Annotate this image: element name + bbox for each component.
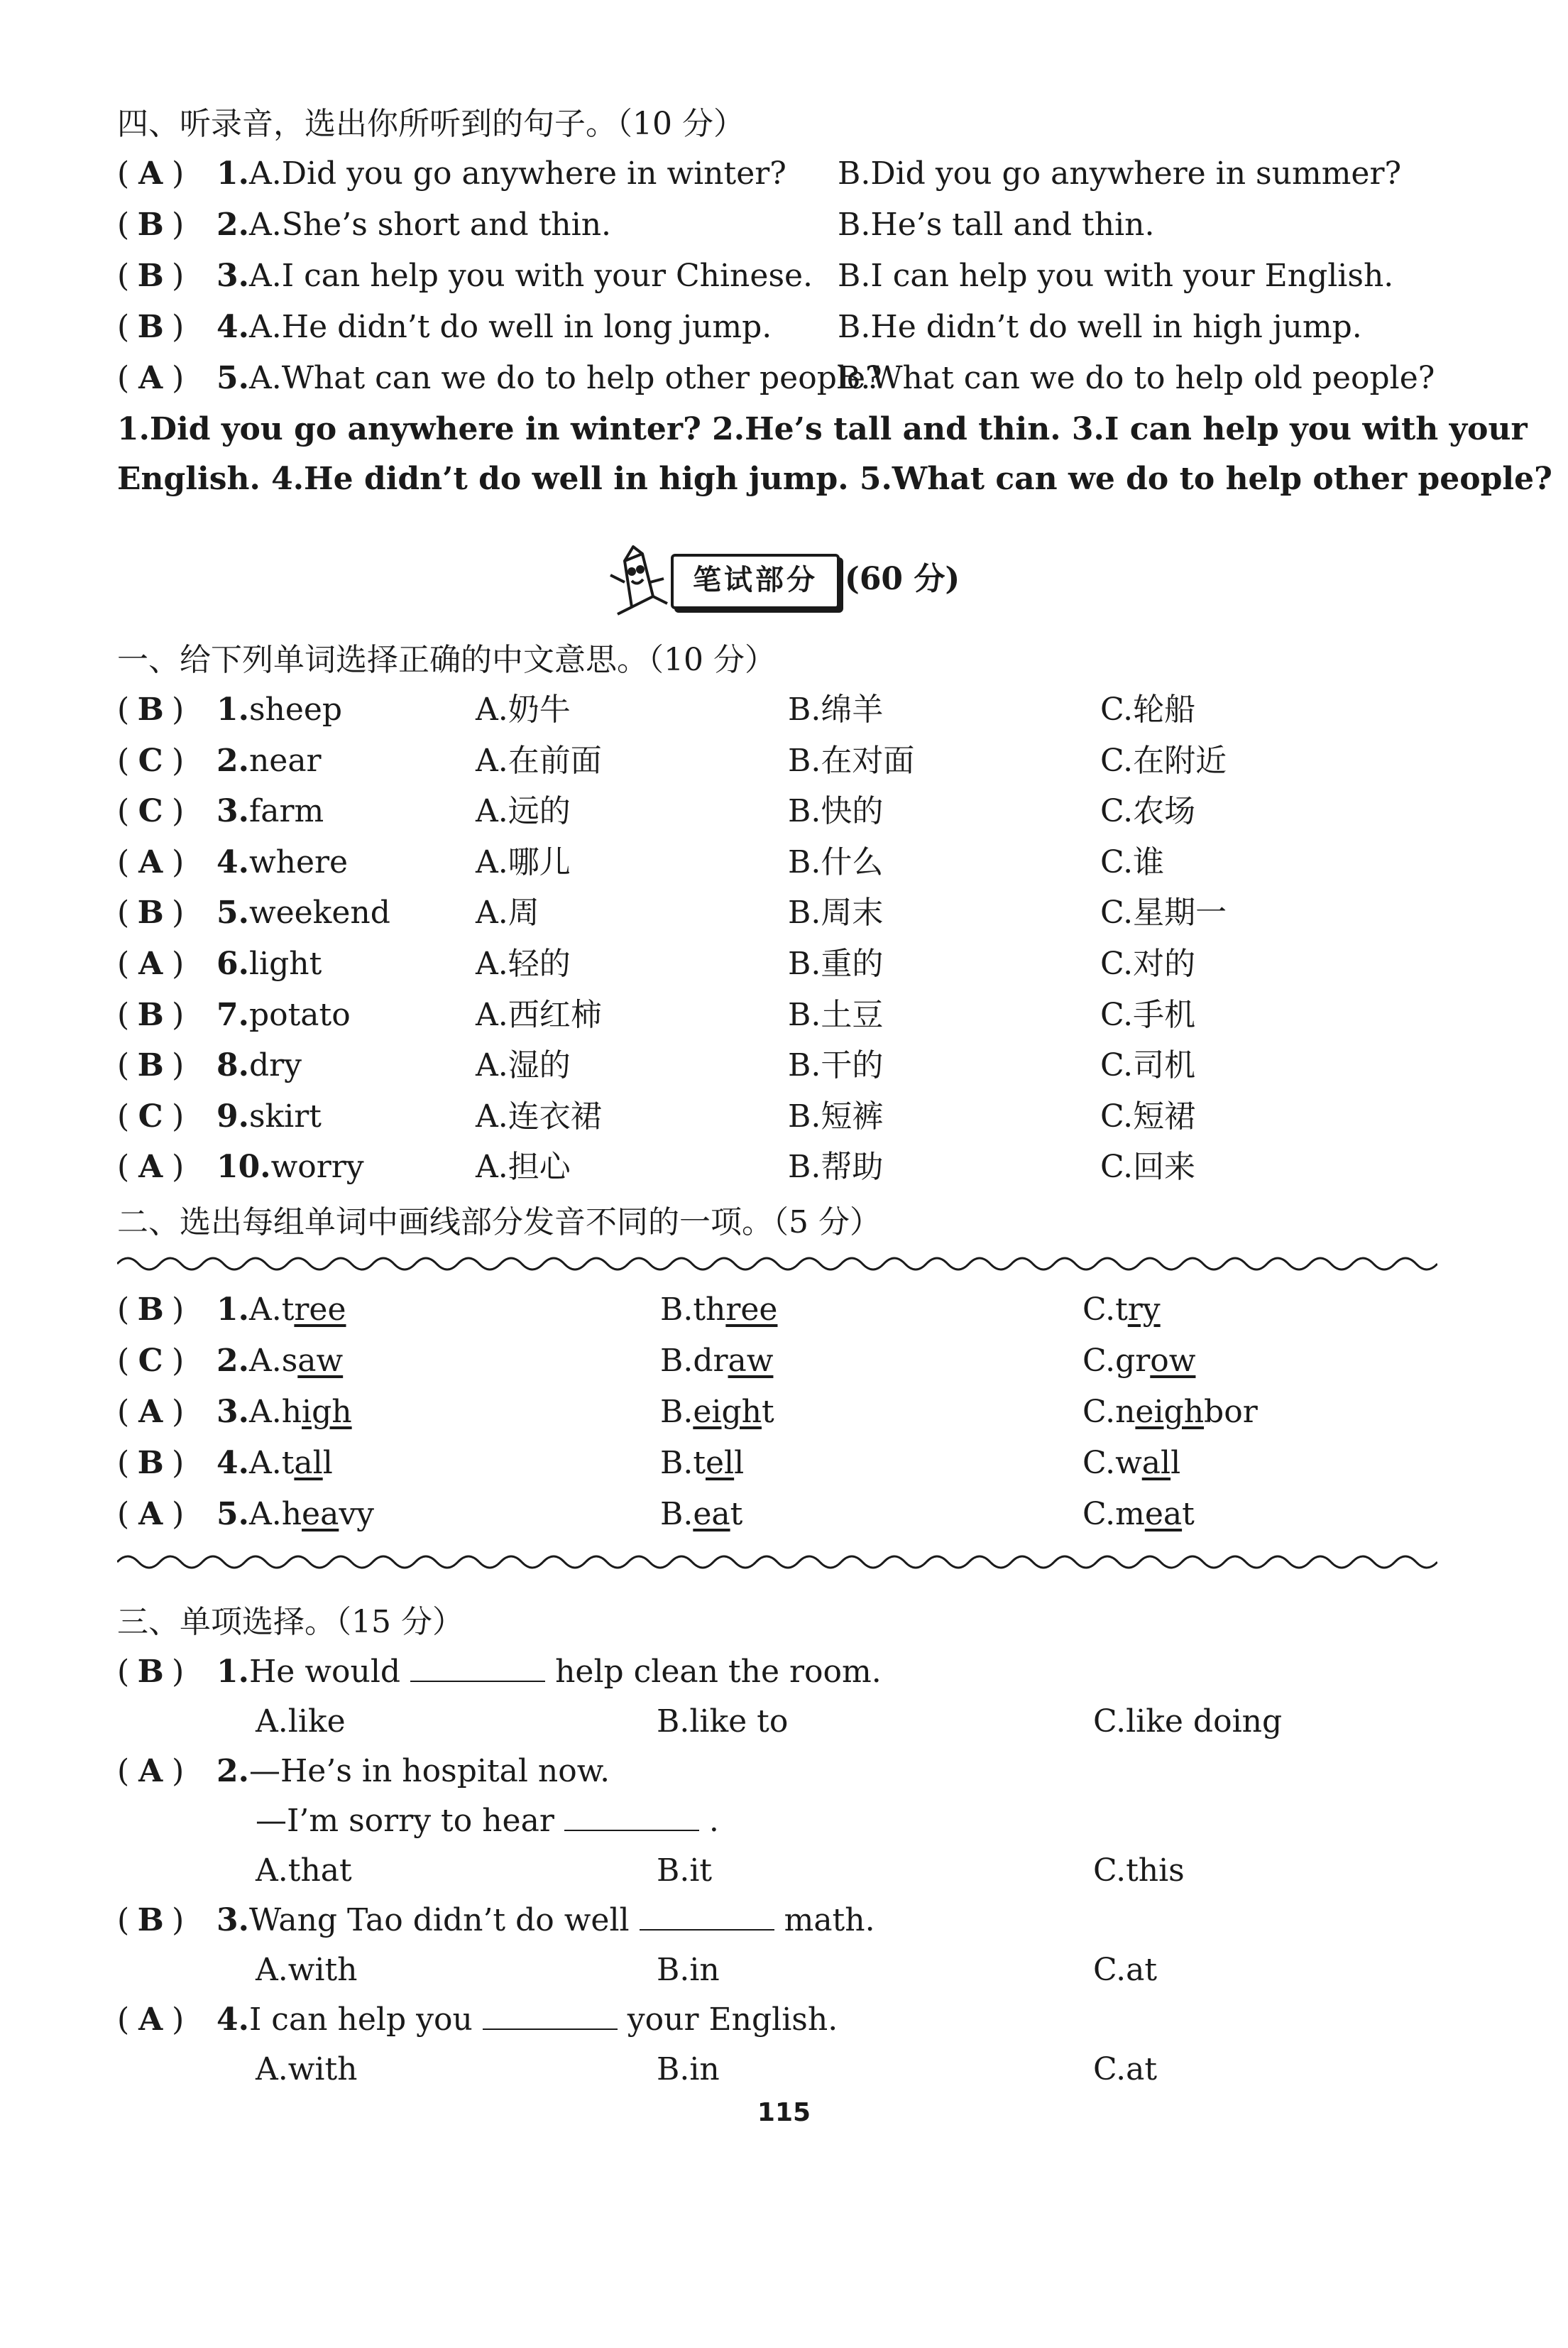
word-part: vy [339,1496,375,1532]
underlined-letters: aw [297,1343,344,1379]
phonics-heading [117,1201,881,1244]
vocab-heading [117,639,776,682]
vocab-item [117,1096,322,1138]
pencil-mascot-icon [603,540,674,618]
answer-paren: ( A ) [117,1391,216,1434]
question-number: 9. [216,1098,249,1135]
question-number: 3. [216,1902,249,1938]
vocab-option-c: C.短裙 [1100,1098,1196,1135]
listening-option-b: B.I can help you with your English. [838,258,1394,294]
question-number: 2. [216,1343,249,1379]
answer-paren: ( B ) [117,306,216,349]
question-number: 4. [216,1445,249,1481]
vocab-option-b: B.干的 [788,1047,884,1084]
question-number: 4. [216,843,249,880]
vocab-item [117,689,342,731]
vocab-option-b: B.重的 [788,946,884,982]
vocab-option-c: C.在附近 [1100,742,1227,779]
vocab-option-b: B.周末 [788,895,884,932]
question-number: 2. [216,207,249,243]
vocab-option-c: C.对的 [1100,946,1196,982]
choice-1-option-c: C.like doing [1093,1703,1283,1740]
answer-paren: ( B ) [117,1289,216,1331]
listening-script-line-1: 1.Did you go anywhere in winter? 2.He’s tall and thin. 3.I can help you with your [117,411,1528,447]
word-part: t [761,1394,774,1430]
vocab-word: light [248,946,322,982]
answer-mark: B [137,1292,164,1328]
listening-item [117,357,882,400]
choice-question-2: ( A ) 2.—He’s in hospital now. [117,1750,610,1793]
word-part: C.m [1082,1496,1145,1532]
vocab-word: skirt [248,1098,322,1135]
answer-paren: ( A ) [117,153,216,195]
phonics-item [117,1493,374,1536]
vocab-option-b: B.帮助 [788,1149,884,1186]
vocab-option-a: A.轻的 [476,946,571,982]
answer-mark: A [138,155,163,192]
answer-mark: B [137,309,164,345]
vocab-option-b: B.在对面 [788,742,915,779]
word-part: A.t [248,1292,295,1328]
vocab-option-c: C.回来 [1100,1149,1196,1186]
answer-paren: ( B ) [117,204,216,246]
question-number: 10. [216,1149,271,1186]
listening-option-a: A.I can help you with your Chinese. [248,258,813,294]
word-part: A.h [248,1394,302,1430]
answer-mark: B [137,1047,164,1084]
answer-paren: ( A ) [117,943,216,985]
phonics-option-c [1082,1442,1180,1485]
phonics-option-b [660,1493,742,1536]
vocab-option-a: A.奶牛 [476,692,571,728]
answer-mark: B [137,1654,164,1690]
vocab-item [117,740,322,782]
question-stem-end: . [708,1803,719,1839]
answer-paren: ( C ) [117,1096,216,1138]
vocab-item [117,943,322,985]
vocab-option-a: A.担心 [476,1149,571,1186]
vocab-option-b: B.快的 [788,793,884,830]
question-number: 1. [216,1654,249,1690]
listening-option-b: B.He’s tall and thin. [838,207,1155,243]
choice-2-option-b: B.it [657,1852,713,1889]
answer-blank[interactable] [410,1652,545,1682]
answer-mark: A [138,360,163,396]
question-stem: I can help you [248,2002,473,2038]
question-number: 5. [216,895,249,932]
phonics-option-c [1082,1289,1161,1331]
word-part: l [1170,1445,1181,1481]
underlined-letters: aw [728,1343,774,1379]
answer-mark: A [138,946,163,982]
listening-script-line-2: English. 4.He didn’t do well in high jump. 5.What can we do to help other people? [117,461,1552,497]
page-number: 115 [757,2098,811,2127]
phonics-item [117,1442,333,1485]
word-part: l [322,1445,333,1481]
question-stem: Wang Tao didn’t do well [248,1902,630,1938]
choice-4-option-b: B.in [657,2051,720,2087]
choice-3-option-a: A.with [256,1952,358,1988]
underlined-letters: al [1141,1445,1171,1481]
vocab-option-c: C.手机 [1100,996,1196,1033]
question-number: 6. [216,946,249,982]
listening-option-b: B.Did you go anywhere in summer? [838,155,1402,192]
underlined-letters: ree [725,1292,778,1328]
question-number: 2. [216,1753,249,1789]
listening-heading-text: 四、听录音，选出你所听到的句子。 [117,106,617,142]
choice-heading-text: 三、单项选择。 [117,1604,336,1640]
word-part: B.th [660,1292,726,1328]
phonics-item [117,1391,352,1434]
phonics-option-c [1082,1493,1195,1536]
vocab-item [117,790,324,833]
answer-mark: B [137,895,164,932]
answer-paren: ( B ) [117,1044,216,1087]
underlined-letters: ry [1127,1292,1161,1328]
vocab-heading-text: 一、给下列单词选择正确的中文意思。 [117,642,648,678]
choice-2-option-a: A.that [256,1852,352,1889]
question-number: 3. [216,1394,249,1430]
word-part: t [1182,1496,1195,1532]
answer-mark: B [137,996,164,1033]
vocab-item [117,841,348,884]
answer-mark: C [138,793,163,830]
vocab-option-b: B.短裤 [788,1098,884,1135]
question-number: 3. [216,258,249,294]
vocab-option-a: A.连衣裙 [476,1098,602,1135]
vocab-word: farm [248,793,324,830]
answer-mark: A [138,1149,163,1186]
question-number: 2. [216,742,249,779]
vocab-word: where [248,843,349,880]
word-part: bor [1204,1394,1258,1430]
question-number: 1. [216,155,249,192]
phonics-option-b [660,1391,774,1434]
answer-mark: B [137,692,164,728]
word-part: l [734,1445,745,1481]
word-part: A.h [248,1496,302,1532]
word-part: C.t [1082,1292,1128,1328]
question-number: 3. [216,793,249,830]
vocab-word: potato [248,996,351,1033]
answer-mark: A [138,1496,163,1532]
underlined-letters: eigh [1135,1394,1205,1430]
answer-paren: ( C ) [117,740,216,782]
listening-option-a: A.She’s short and thin. [248,207,612,243]
phonics-option-b [660,1289,777,1331]
phonics-option-b [660,1442,744,1485]
word-part: C.w [1082,1445,1142,1481]
choice-heading [117,1601,464,1644]
question-stem-end: help clean the room. [555,1654,882,1690]
vocab-points: （10 分） [648,642,776,678]
answer-paren: ( A ) [117,357,216,400]
underlined-letters: ree [294,1292,346,1328]
vocab-option-a: A.远的 [476,793,571,830]
vocab-option-c: C.星期一 [1100,895,1227,932]
vocab-word: weekend [248,895,390,932]
underlined-letters: igh [302,1394,352,1430]
vocab-option-a: A.西红柿 [476,996,602,1033]
question-number: 4. [216,2002,249,2038]
choice-3-option-c: C.at [1093,1952,1157,1988]
word-part: B.t [660,1445,706,1481]
listening-heading [117,103,745,146]
vocab-item [117,994,351,1037]
underlined-letters: ea [1144,1496,1183,1532]
question-stem-end: math. [784,1902,875,1938]
choice-question-2-line-2 [256,1800,719,1842]
word-part: C.gr [1082,1343,1151,1379]
underlined-letters: eigh [693,1394,762,1430]
vocab-option-b: B.绵羊 [788,692,884,728]
listening-item [117,255,813,297]
answer-mark: A [138,2002,163,2038]
vocab-option-c: C.农场 [1100,793,1196,830]
answer-paren: ( B ) [117,255,216,297]
choice-1-option-b: B.like to [657,1703,789,1740]
word-part: B. [660,1394,693,1430]
vocab-word: dry [248,1047,302,1084]
listening-option-a: A.What can we do to help other people? [248,360,882,396]
answer-paren: ( B ) [117,1442,216,1485]
decorative-wave-top [117,1250,1437,1278]
word-part: B.dr [660,1343,728,1379]
word-part: A.s [248,1343,298,1379]
answer-mark: C [138,1098,163,1135]
answer-mark: C [138,1343,163,1379]
phonics-option-c [1082,1340,1195,1382]
answer-mark: B [137,1902,164,1938]
word-part: B. [660,1496,693,1532]
word-part: A.t [248,1445,295,1481]
vocab-option-a: A.在前面 [476,742,602,779]
question-stem: He would [248,1654,401,1690]
answer-paren: ( A ) [117,1146,216,1189]
choice-question-3: ( B ) 3.Wang Tao didn’t do well math. [117,1899,875,1942]
underlined-letters: el [706,1445,735,1481]
vocab-word: near [248,742,322,779]
question-number: 1. [216,692,249,728]
word-part: C.n [1082,1394,1136,1430]
answer-blank[interactable] [483,2000,618,2030]
phonics-item [117,1340,343,1382]
choice-2-option-c: C.this [1093,1852,1185,1889]
listening-option-a: A.He didn’t do well in long jump. [248,309,772,345]
choice-3-option-b: B.in [657,1952,720,1988]
answer-mark: C [138,742,163,779]
question-number: 8. [216,1047,249,1084]
answer-paren: ( A ) [117,841,216,884]
question-number: 1. [216,1292,249,1328]
answer-paren: ( C ) [117,790,216,833]
underlined-letters: ea [693,1496,730,1532]
vocab-word: sheep [248,692,343,728]
vocab-option-c: C.司机 [1100,1047,1196,1084]
answer-paren: ( C ) [117,1340,216,1382]
choice-question-1: ( B ) 1.He would help clean the room. [117,1651,882,1693]
vocab-item [117,1146,364,1189]
vocab-option-a: A.湿的 [476,1047,571,1084]
written-part-points: (60 分) [845,561,960,597]
phonics-heading-text: 二、选出每组单词中画线部分发音不同的一项。 [117,1204,773,1240]
answer-paren: ( A ) [117,1493,216,1536]
answer-paren: ( B ) [117,892,216,934]
question-number: 7. [216,996,249,1033]
listening-option-b: B.He didn’t do well in high jump. [838,309,1362,345]
answer-paren: ( B ) [117,994,216,1037]
written-part-banner [603,540,1001,618]
question-stem: —I’m sorry to hear [256,1803,554,1839]
vocab-item [117,892,390,934]
vocab-option-b: B.土豆 [788,996,884,1033]
answer-mark: B [137,258,164,294]
answer-mark: A [138,1753,163,1789]
question-number: 4. [216,309,249,345]
listening-item [117,204,611,246]
vocab-option-c: C.轮船 [1100,692,1196,728]
question-number: 5. [216,360,249,396]
vocab-option-a: A.哪儿 [476,843,571,880]
decorative-wave-bottom [117,1548,1437,1576]
answer-mark: A [138,1394,163,1430]
choice-points: （15 分） [336,1604,464,1640]
question-stem-end: your English. [627,2002,838,2038]
choice-question-4: ( A ) 4.I can help you your English. [117,1999,838,2041]
question-stem: —He’s in hospital now. [248,1753,610,1789]
phonics-points: （5 分） [773,1204,881,1240]
answer-mark: B [137,207,164,243]
answer-blank[interactable] [564,1801,699,1831]
vocab-option-c: C.谁 [1100,843,1165,880]
answer-mark: B [137,1445,164,1481]
vocab-item [117,1044,302,1087]
phonics-option-b [660,1340,773,1382]
phonics-item [117,1289,346,1331]
listening-option-a: A.Did you go anywhere in winter? [248,155,786,192]
choice-4-option-c: C.at [1093,2051,1157,2087]
underlined-letters: al [294,1445,323,1481]
listening-points: （10 分） [617,106,745,142]
listening-item [117,306,772,349]
answer-paren: ( B ) [117,689,216,731]
written-part-label: 笔试部分 [671,554,840,609]
underlined-letters: ow [1150,1343,1196,1379]
question-number: 5. [216,1496,249,1532]
phonics-option-c [1082,1391,1258,1434]
vocab-word: worry [270,1149,364,1186]
answer-mark: A [138,843,163,880]
word-part: t [730,1496,743,1532]
choice-4-option-a: A.with [256,2051,358,2087]
listening-item [117,153,786,195]
underlined-letters: ea [302,1496,339,1532]
listening-option-b: B.What can we do to help old people? [838,360,1435,396]
vocab-option-b: B.什么 [788,843,884,880]
choice-1-option-a: A.like [256,1703,346,1740]
vocab-option-a: A.周 [476,895,539,932]
answer-blank[interactable] [640,1901,774,1931]
